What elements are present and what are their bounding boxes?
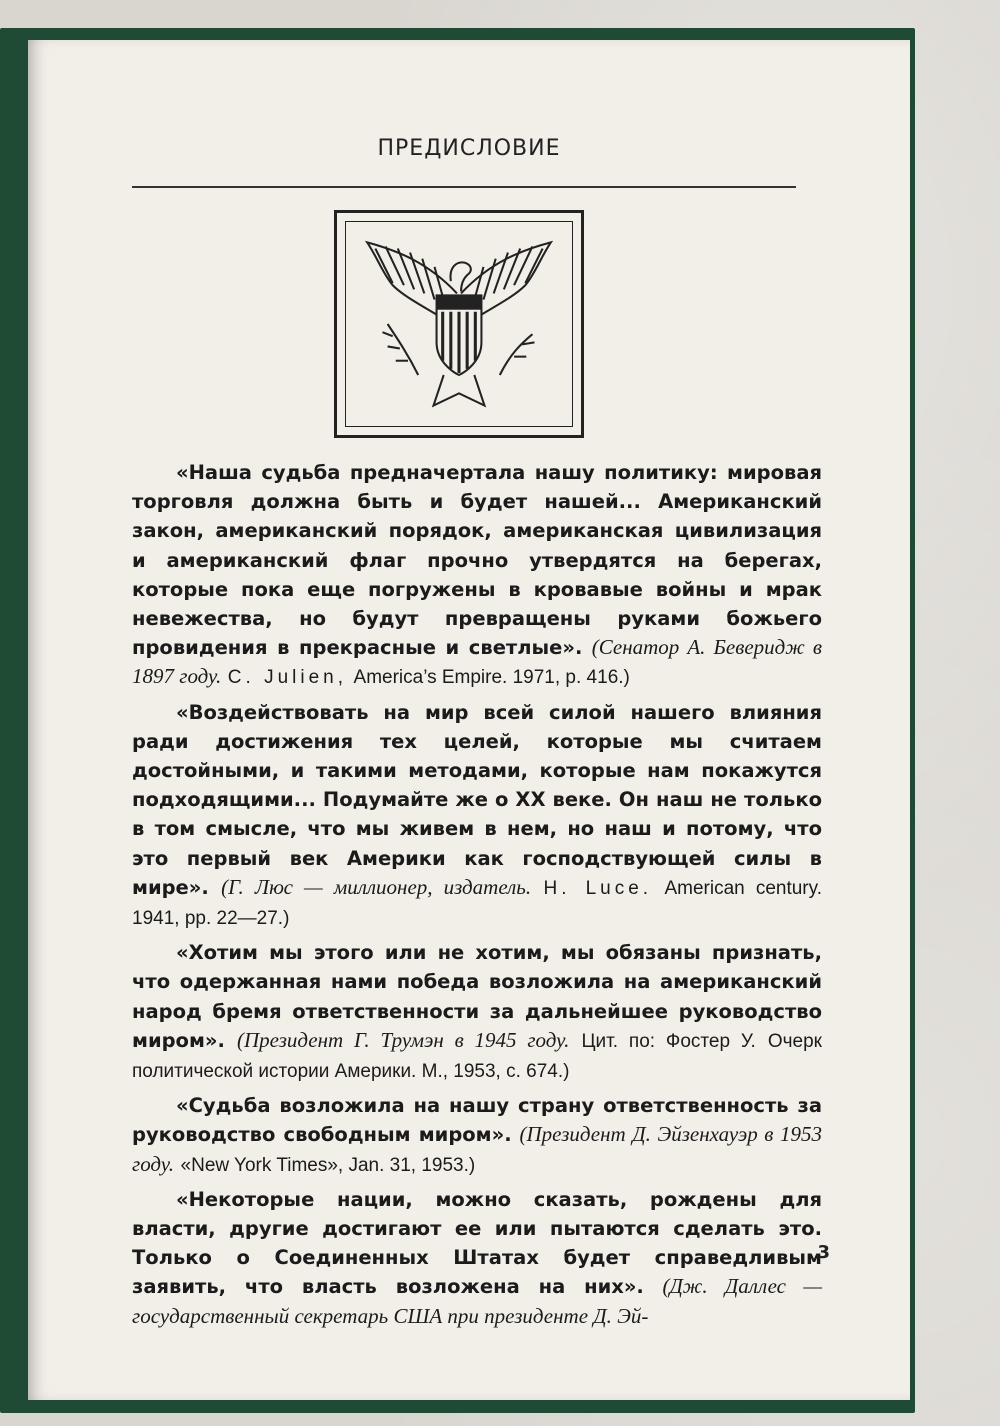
quote-paragraph-5 bbox=[132, 1185, 822, 1330]
emblem-frame bbox=[334, 210, 584, 438]
quote-attribution: (Сенатор А. Беверидж в 1897 году. bbox=[132, 635, 822, 689]
page-heading: ПРЕДИСЛОВИЕ bbox=[377, 136, 561, 161]
quote-author: Цит. по: Фостер У. bbox=[581, 1030, 756, 1052]
quote-author: H. Luce. bbox=[543, 877, 653, 899]
quote-attribution: (Г. Люс — миллионер, издатель. bbox=[221, 874, 532, 899]
preface-body bbox=[132, 458, 822, 1335]
quote-paragraph-1 bbox=[132, 458, 822, 693]
book-page bbox=[28, 40, 910, 1400]
quote-citation: Очерк политической истории Америки. М., 1953, с. 674.) bbox=[132, 1030, 822, 1083]
quote-text: «Судьба возложила на нашу страну ответственность за руководство свободным миром». bbox=[132, 1094, 822, 1147]
quote-text: «Наша судьба предначертала нашу политику: мировая торговля должна быть и будет нашей... Американский закон, американский порядок, американская цивилизация и американский флаг прочно утвердятся на берегах, которые пока еще погружены в кровавые войны и мрак невежества, но будут превращены руками божьего провидения в прекрасные и светлые». bbox=[132, 461, 822, 660]
quote-text: «Некоторые нации, можно сказать, рождены для власти, другие достигают ее или пытаются сделать это. Только о Соединенных Штатах будет справедливым заявить, что власть возложена на них». bbox=[132, 1187, 822, 1299]
page-number: 3 bbox=[817, 1242, 830, 1263]
quote-attribution: (Президент Г. Трумэн в 1945 году. bbox=[237, 1027, 570, 1052]
quote-text: «Воздействовать на мир всей силой нашего влияния ради достижения тех целей, которые мы считаем достойными, и такими методами, которые нам покажутся подходящими... Подумайте же о XX веке. Он наш не только в том смысле, что мы живем в нем, но наш и потому, что это первый век Америки как господствующей силы в мире». bbox=[132, 700, 822, 899]
quote-citation: «New York Times», Jan. 31, 1953.) bbox=[180, 1154, 476, 1176]
quote-citation: American century. 1941, pp. 22—27.) bbox=[132, 877, 823, 930]
quote-attribution: (Дж. Даллес — государственный секретарь США при президенте Д. Эй- bbox=[132, 1274, 822, 1328]
quote-citation: America’s Empire. 1971, p. 416.) bbox=[353, 667, 630, 689]
quote-text: «Хотим мы этого или не хотим, мы обязаны признать, что одержанная нами победа возложила на американский народ бремя ответственности за дальнейшее руководство миром». bbox=[132, 941, 822, 1052]
quote-attribution: (Президент Д. Эйзенхауэр в 1953 году. bbox=[132, 1122, 822, 1176]
eagle-coat-of-arms-icon bbox=[345, 221, 573, 427]
heading-rule bbox=[132, 186, 796, 188]
quote-author: C. Julien, bbox=[227, 667, 347, 689]
quote-paragraph-3 bbox=[132, 938, 822, 1086]
quote-paragraph-2 bbox=[132, 698, 822, 934]
quote-paragraph-4 bbox=[132, 1091, 822, 1180]
